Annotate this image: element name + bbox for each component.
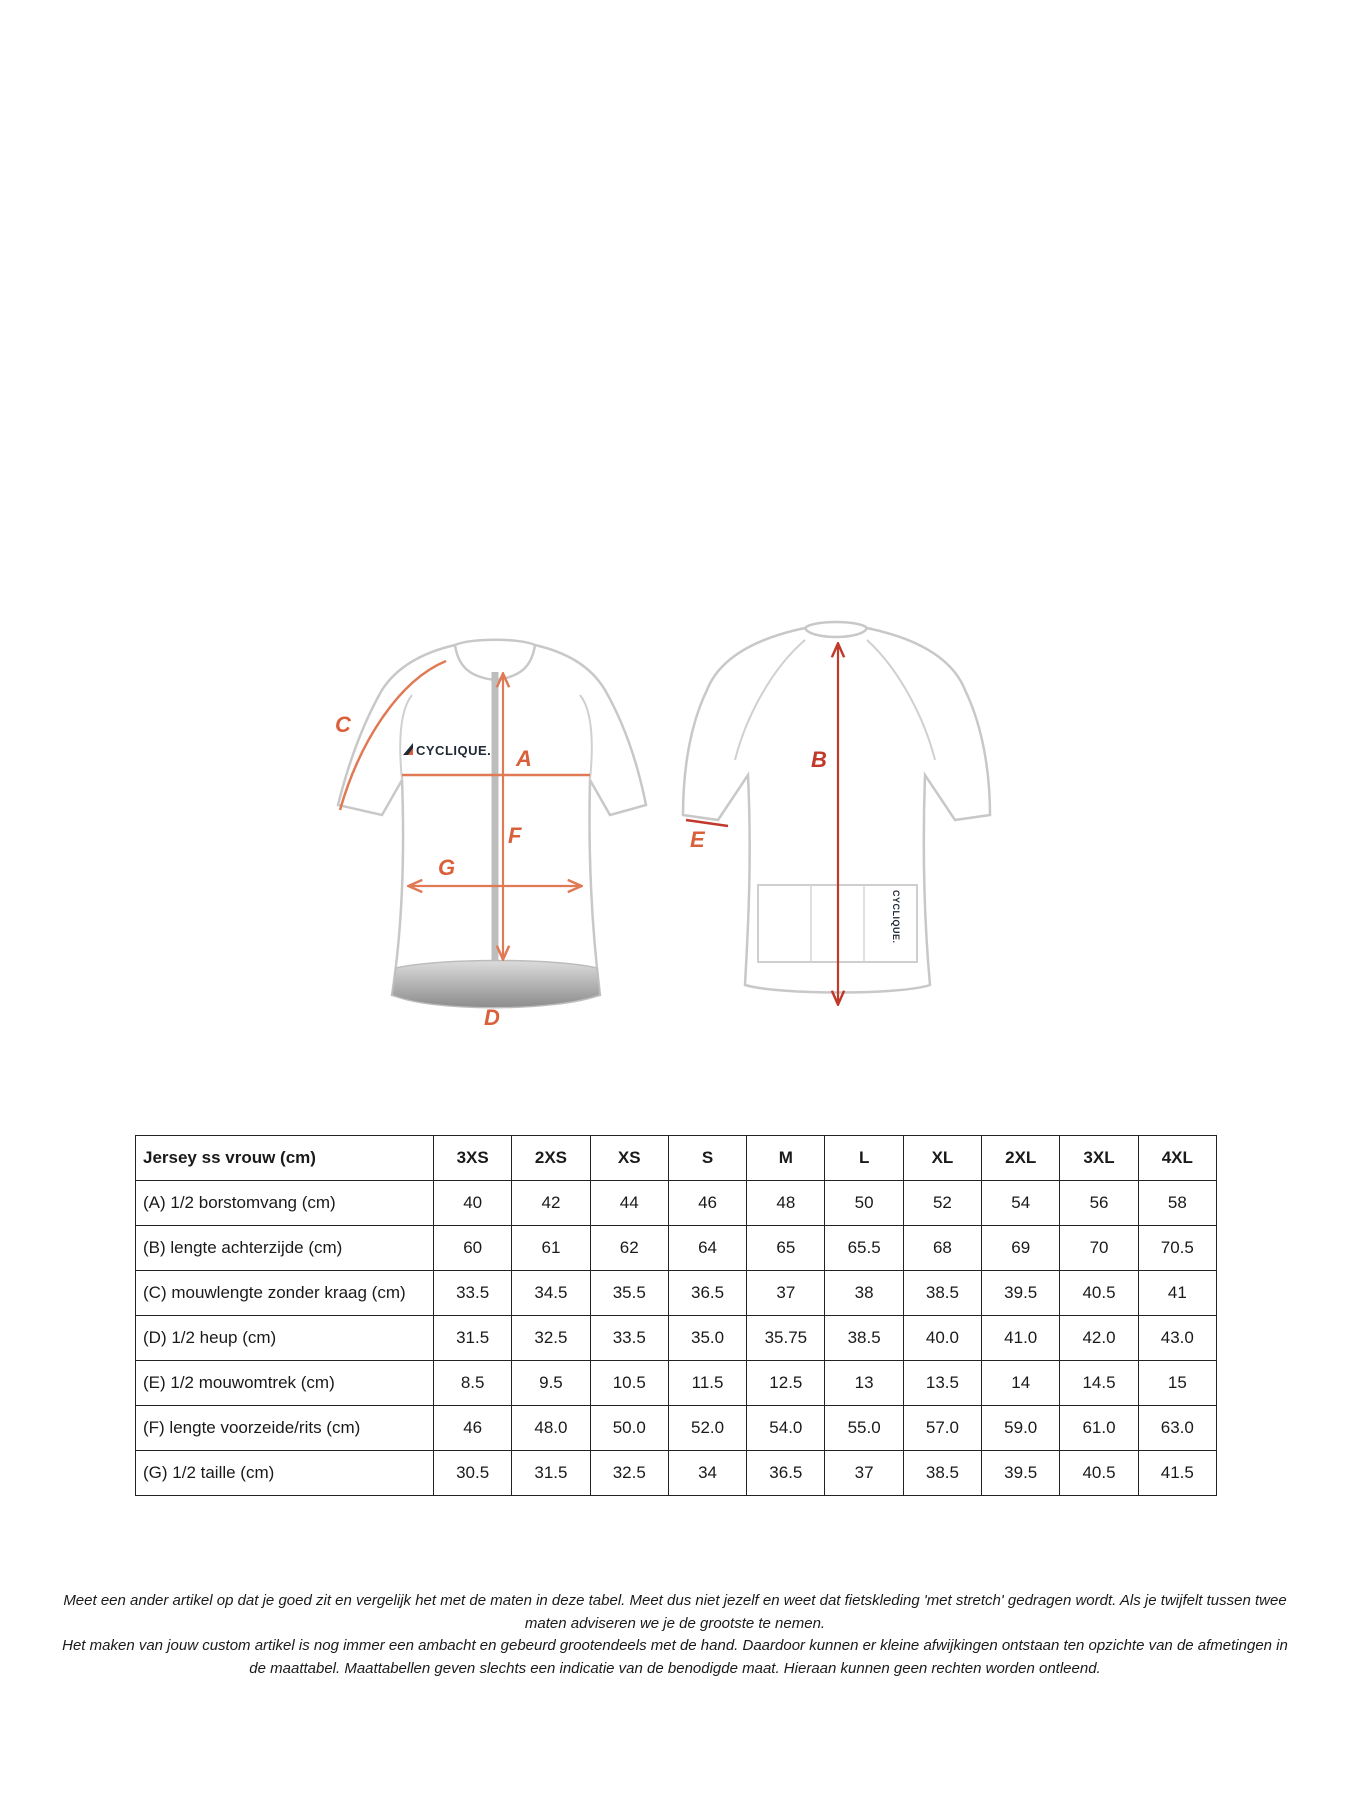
table-row (136, 1226, 1217, 1271)
table-cell: 41.5 (1138, 1451, 1216, 1496)
table-cell: 50.0 (590, 1406, 668, 1451)
back-brand-logo-text: CYCLIQUE. (891, 890, 901, 944)
row-label: (G) 1/2 taille (cm) (136, 1451, 434, 1496)
table-cell: 31.5 (512, 1451, 590, 1496)
table-cell: 60 (434, 1226, 512, 1271)
size-header: 3XS (434, 1136, 512, 1181)
table-cell: 39.5 (982, 1271, 1060, 1316)
row-label: (A) 1/2 borstomvang (cm) (136, 1181, 434, 1226)
table-cell: 9.5 (512, 1361, 590, 1406)
disclaimer-paragraph-1: Meet een ander artikel op dat je goed zit en vergelijk het met de maten in deze tabel. Meet dus niet jezelf en weet dat fietskleding 'met stretch' gedragen wordt. Als je twijfelt tussen twee maten adviseren we je de grootste te nemen. (63, 1592, 1287, 1632)
table-cell: 40 (434, 1181, 512, 1226)
table-cell: 52 (903, 1181, 981, 1226)
table-cell: 65.5 (825, 1226, 903, 1271)
table-cell: 63.0 (1138, 1406, 1216, 1451)
size-header: S (668, 1136, 746, 1181)
table-cell: 61 (512, 1226, 590, 1271)
table-cell: 69 (982, 1226, 1060, 1271)
table-cell: 46 (668, 1181, 746, 1226)
table-row (136, 1316, 1217, 1361)
table-cell: 54 (982, 1181, 1060, 1226)
table-cell: 39.5 (982, 1451, 1060, 1496)
table-cell: 13.5 (903, 1361, 981, 1406)
table-row (136, 1271, 1217, 1316)
table-cell: 36.5 (747, 1451, 825, 1496)
label-b: B (811, 747, 827, 772)
table-cell: 36.5 (668, 1271, 746, 1316)
table-cell: 32.5 (512, 1316, 590, 1361)
size-header: M (747, 1136, 825, 1181)
row-label: (E) 1/2 mouwomtrek (cm) (136, 1361, 434, 1406)
table-cell: 44 (590, 1181, 668, 1226)
table-row (136, 1451, 1217, 1496)
table-cell: 12.5 (747, 1361, 825, 1406)
table-header-row (136, 1136, 1217, 1181)
measure-line-e (686, 820, 728, 826)
table-cell: 32.5 (590, 1451, 668, 1496)
size-header: L (825, 1136, 903, 1181)
table-cell: 59.0 (982, 1406, 1060, 1451)
table-row (136, 1361, 1217, 1406)
table-cell: 40.0 (903, 1316, 981, 1361)
back-logo (891, 890, 901, 944)
table-cell: 38.5 (903, 1271, 981, 1316)
table-cell: 8.5 (434, 1361, 512, 1406)
table-row (136, 1406, 1217, 1451)
row-label: (C) mouwlengte zonder kraag (cm) (136, 1271, 434, 1316)
table-cell: 62 (590, 1226, 668, 1271)
label-e: E (690, 827, 705, 852)
table-cell: 35.0 (668, 1316, 746, 1361)
size-disclaimer (60, 1590, 1290, 1680)
table-cell: 13 (825, 1361, 903, 1406)
table-cell: 41 (1138, 1271, 1216, 1316)
size-header: 2XL (982, 1136, 1060, 1181)
table-cell: 70 (1060, 1226, 1138, 1271)
table-cell: 10.5 (590, 1361, 668, 1406)
table-cell: 30.5 (434, 1451, 512, 1496)
table-cell: 68 (903, 1226, 981, 1271)
table-cell: 37 (825, 1451, 903, 1496)
size-header: 4XL (1138, 1136, 1216, 1181)
table-cell: 40.5 (1060, 1271, 1138, 1316)
table-cell: 46 (434, 1406, 512, 1451)
table-cell: 31.5 (434, 1316, 512, 1361)
size-header: 2XS (512, 1136, 590, 1181)
table-cell: 55.0 (825, 1406, 903, 1451)
label-c: C (335, 712, 351, 737)
table-cell: 52.0 (668, 1406, 746, 1451)
table-cell: 34.5 (512, 1271, 590, 1316)
size-header: XL (903, 1136, 981, 1181)
table-cell: 57.0 (903, 1406, 981, 1451)
table-cell: 43.0 (1138, 1316, 1216, 1361)
size-table (135, 1135, 1217, 1496)
label-f: F (508, 823, 522, 848)
table-cell: 65 (747, 1226, 825, 1271)
table-cell: 64 (668, 1226, 746, 1271)
table-cell: 42 (512, 1181, 590, 1226)
front-logo (403, 743, 491, 758)
row-label: (F) lengte voorzeide/rits (cm) (136, 1406, 434, 1451)
table-cell: 37 (747, 1271, 825, 1316)
size-header: XS (590, 1136, 668, 1181)
back-body-outline (683, 622, 990, 993)
table-cell: 35.5 (590, 1271, 668, 1316)
row-label: (D) 1/2 heup (cm) (136, 1316, 434, 1361)
table-cell: 38.5 (825, 1316, 903, 1361)
table-cell: 54.0 (747, 1406, 825, 1451)
table-cell: 50 (825, 1181, 903, 1226)
table-cell: 40.5 (1060, 1451, 1138, 1496)
table-cell: 14 (982, 1361, 1060, 1406)
table-cell: 35.75 (747, 1316, 825, 1361)
jersey-back (683, 622, 990, 1003)
size-header: 3XL (1060, 1136, 1138, 1181)
table-cell: 14.5 (1060, 1361, 1138, 1406)
table-cell: 41.0 (982, 1316, 1060, 1361)
front-hem (392, 961, 600, 1008)
label-a: A (516, 746, 532, 771)
table-cell: 15 (1138, 1361, 1216, 1406)
jersey-front (335, 640, 646, 1030)
table-row (136, 1181, 1217, 1226)
brand-logo-text: CYCLIQUE. (416, 743, 492, 758)
table-cell: 33.5 (434, 1271, 512, 1316)
table-cell: 48 (747, 1181, 825, 1226)
table-cell: 61.0 (1060, 1406, 1138, 1451)
table-cell: 34 (668, 1451, 746, 1496)
disclaimer-paragraph-2: Het maken van jouw custom artikel is nog immer een ambacht en gebeurd grootendeels met de hand. Daardoor kunnen er kleine afwijkingen ontstaan ten opzichte van de afmetingen in de maattabel. Maattabellen geven slechts een indicatie van de benodigde maat. Hieraan kunnen geen rechten worden ontleend. (62, 1637, 1288, 1677)
jersey-diagram (320, 615, 1000, 1035)
label-g: G (438, 855, 456, 880)
table-cell: 11.5 (668, 1361, 746, 1406)
table-cell: 38 (825, 1271, 903, 1316)
table-cell: 42.0 (1060, 1316, 1138, 1361)
table-cell: 48.0 (512, 1406, 590, 1451)
table-title: Jersey ss vrouw (cm) (136, 1136, 434, 1181)
table-cell: 33.5 (590, 1316, 668, 1361)
table-cell: 38.5 (903, 1451, 981, 1496)
table-cell: 70.5 (1138, 1226, 1216, 1271)
label-d: D (484, 1005, 500, 1030)
table-cell: 56 (1060, 1181, 1138, 1226)
row-label: (B) lengte achterzijde (cm) (136, 1226, 434, 1271)
table-cell: 58 (1138, 1181, 1216, 1226)
